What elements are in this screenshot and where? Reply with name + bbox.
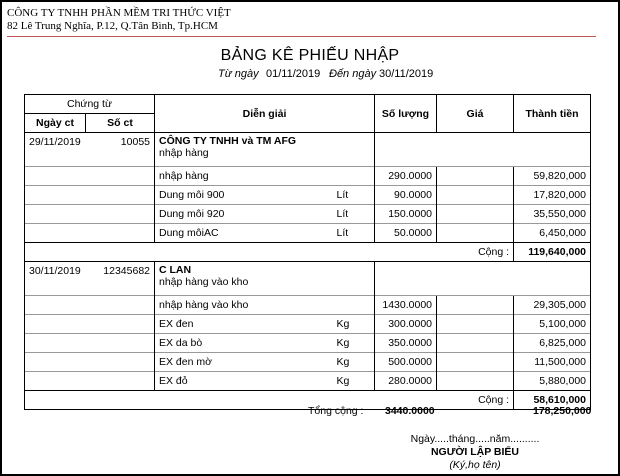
header-price: Giá	[437, 95, 514, 133]
item-desc: nhập hàng	[155, 167, 333, 186]
item-unit: Kg	[333, 372, 375, 391]
supplier-name: CÔNG TY TNHH và TM AFG	[159, 135, 297, 147]
voucher-number: 10055	[86, 133, 155, 167]
item-price	[437, 205, 514, 224]
voucher-date: 29/11/2019	[25, 133, 86, 167]
header-rule	[7, 36, 596, 37]
item-price	[437, 353, 514, 372]
empty-cell	[437, 133, 514, 167]
empty-cell	[86, 372, 155, 391]
empty-cell	[86, 186, 155, 205]
company-name: CÔNG TY TNHH PHẦN MỀM TRI THỨC VIỆT	[7, 7, 231, 19]
item-desc: EX đỏ	[155, 372, 333, 391]
item-desc: nhập hàng vào kho	[155, 296, 333, 315]
item-unit: Lít	[333, 186, 375, 205]
line-item-row	[25, 205, 591, 224]
report-title: BẢNG KÊ PHIẾU NHẬP	[220, 47, 400, 64]
line-item-row	[25, 296, 591, 315]
empty-cell	[86, 353, 155, 372]
line-item-row	[25, 167, 591, 186]
group-header-row	[25, 133, 591, 167]
subtotal-label: Cộng :	[375, 391, 514, 410]
empty-cell	[25, 186, 86, 205]
item-desc: EX da bò	[155, 334, 333, 353]
voucher-desc	[155, 262, 375, 296]
to-date: 30/11/2019	[379, 68, 434, 80]
signature-hint: (Ký,họ tên)	[449, 459, 501, 471]
subtotal-amount: 119,640,000	[514, 243, 591, 262]
supplier-name: C LAN	[159, 264, 192, 276]
group-header-row	[25, 262, 591, 296]
subtotal-label: Cộng :	[375, 243, 514, 262]
empty-cell	[86, 296, 155, 315]
from-label: Từ ngày	[218, 68, 259, 80]
empty-cell	[333, 243, 375, 262]
empty-cell	[155, 243, 333, 262]
empty-cell	[155, 391, 333, 410]
item-price	[437, 186, 514, 205]
voucher-note: nhập hàng	[159, 147, 209, 159]
item-desc: Dung môi 920	[155, 205, 333, 224]
empty-cell	[25, 372, 86, 391]
item-desc: EX đen	[155, 315, 333, 334]
line-item-row	[25, 186, 591, 205]
item-qty: 350.0000	[375, 334, 437, 353]
item-qty: 500.0000	[375, 353, 437, 372]
header-qty: Số lượng	[375, 95, 437, 133]
line-item-row	[25, 372, 591, 391]
item-unit: Kg	[333, 334, 375, 353]
item-qty: 290.0000	[375, 167, 437, 186]
empty-cell	[514, 262, 591, 296]
empty-cell	[437, 262, 514, 296]
header-amount: Thành tiền	[514, 95, 591, 133]
grand-total-amount: 178,250,000	[533, 405, 592, 417]
signature-role: NGƯỜI LẬP BIỂU	[430, 446, 520, 458]
item-qty: 50.0000	[375, 224, 437, 243]
item-unit: Kg	[333, 315, 375, 334]
item-unit	[333, 167, 375, 186]
item-unit	[333, 296, 375, 315]
empty-cell	[86, 391, 155, 410]
item-amount: 17,820,000	[514, 186, 591, 205]
empty-cell	[25, 296, 86, 315]
item-qty: 90.0000	[375, 186, 437, 205]
item-price	[437, 296, 514, 315]
empty-cell	[25, 167, 86, 186]
voucher-number: 12345682	[86, 262, 155, 296]
item-price	[437, 334, 514, 353]
line-item-row	[25, 353, 591, 372]
empty-cell	[86, 243, 155, 262]
grand-total-qty: 3440.0000	[385, 405, 435, 417]
header-voucher: Chứng từ	[25, 95, 155, 114]
empty-cell	[86, 334, 155, 353]
to-label: Đến ngày	[329, 68, 377, 80]
line-item-row	[25, 334, 591, 353]
item-unit: Lít	[333, 224, 375, 243]
item-price	[437, 224, 514, 243]
voucher-date: 30/11/2019	[25, 262, 86, 296]
item-qty: 150.0000	[375, 205, 437, 224]
empty-cell	[86, 315, 155, 334]
voucher-table	[24, 94, 591, 410]
item-amount: 6,825,000	[514, 334, 591, 353]
grand-total-label: Tổng cộng :	[308, 405, 364, 417]
empty-cell	[86, 167, 155, 186]
from-date: 01/11/2019	[266, 68, 321, 80]
subtotal-amount: 58,610,000	[514, 391, 591, 410]
item-amount: 35,550,000	[514, 205, 591, 224]
header-desc: Diễn giải	[155, 95, 375, 133]
item-unit: Kg	[333, 353, 375, 372]
empty-cell	[25, 391, 86, 410]
empty-cell	[25, 243, 86, 262]
empty-cell	[86, 224, 155, 243]
voucher-desc	[155, 133, 375, 167]
subtotal-row	[25, 243, 591, 262]
item-amount: 5,100,000	[514, 315, 591, 334]
item-amount: 59,820,000	[514, 167, 591, 186]
empty-cell	[25, 315, 86, 334]
item-amount: 11,500,000	[514, 353, 591, 372]
item-price	[437, 315, 514, 334]
header-date: Ngày ct	[25, 114, 86, 133]
item-desc: EX đen mờ	[155, 353, 333, 372]
item-qty: 280.0000	[375, 372, 437, 391]
empty-cell	[375, 133, 437, 167]
header-row	[25, 95, 591, 114]
empty-cell	[375, 262, 437, 296]
item-desc: Dung môi 900	[155, 186, 333, 205]
item-unit: Lít	[333, 205, 375, 224]
line-item-row	[25, 224, 591, 243]
item-qty: 1430.0000	[375, 296, 437, 315]
empty-cell	[25, 205, 86, 224]
empty-cell	[514, 133, 591, 167]
item-qty: 300.0000	[375, 315, 437, 334]
item-price	[437, 372, 514, 391]
signature-date-line: Ngày.....tháng.....năm..........	[410, 433, 540, 445]
company-header	[7, 7, 231, 33]
item-amount: 5,880,000	[514, 372, 591, 391]
item-amount: 6,450,000	[514, 224, 591, 243]
item-amount: 29,305,000	[514, 296, 591, 315]
company-address: 82 Lê Trung Nghĩa, P.12, Q.Tân Bình, Tp.HCM	[7, 20, 218, 32]
voucher-note: nhập hàng vào kho	[159, 276, 249, 288]
line-item-row	[25, 315, 591, 334]
item-desc: Dung môiAC	[155, 224, 333, 243]
item-price	[437, 167, 514, 186]
empty-cell	[25, 224, 86, 243]
empty-cell	[86, 205, 155, 224]
empty-cell	[25, 353, 86, 372]
header-number: Số ct	[86, 114, 155, 133]
empty-cell	[25, 334, 86, 353]
